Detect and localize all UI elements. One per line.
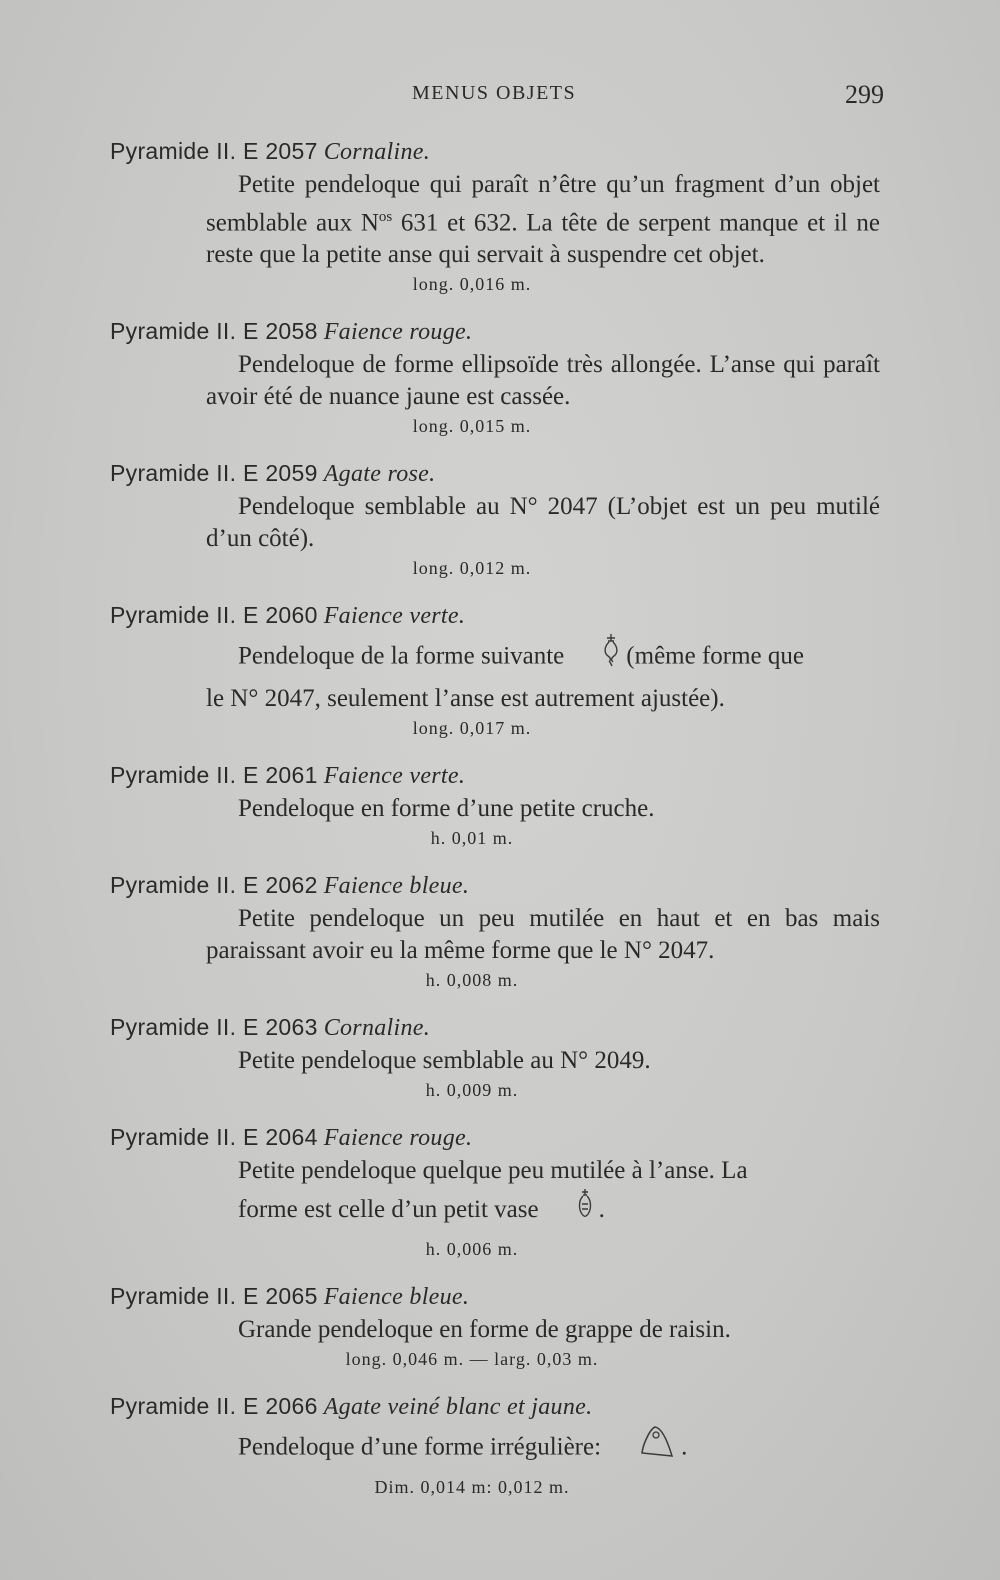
entry-material: Agate veiné blanc et jaune. <box>323 1393 593 1420</box>
catalogue-entry <box>110 456 880 581</box>
catalogue-entry <box>110 1389 880 1500</box>
description-line <box>206 1187 880 1235</box>
page-number: 299 <box>845 80 884 109</box>
entry-measurement: long. 0,015 m. <box>412 416 532 437</box>
entry-description <box>206 793 880 825</box>
entry-description <box>206 1424 880 1474</box>
catalogue-entry <box>110 1279 880 1372</box>
description-text: Pendeloque semblable au N° 2047 (L’objet est un peu <box>238 493 807 521</box>
entry-material: Faience bleue. <box>323 1283 470 1310</box>
catalogue-entry <box>110 758 880 851</box>
entry-description <box>206 349 880 413</box>
description-text: Petite pendeloque semblable au N° 2049. <box>238 1047 651 1075</box>
entry-reference: Pyramide II. E 2064 <box>110 1124 318 1151</box>
entry-description <box>206 1314 880 1346</box>
description-text: Petite pendeloque un peu mutilée en haut et en bas <box>238 905 819 933</box>
description-text: . <box>598 1196 605 1224</box>
entry-measurement: h. 0,006 m. <box>425 1238 519 1259</box>
irregular-pendant-icon <box>607 1424 675 1474</box>
entry-reference: Pyramide II. E 2066 <box>110 1392 318 1419</box>
entry-material: Cornaline. <box>323 139 431 165</box>
description-text: Petite pendeloque quelque peu mutilée à l’anse. La <box>238 1157 748 1185</box>
description-text: le N° 2047, seulement l’anse est autrement ajustée). <box>206 685 725 713</box>
entry-description <box>206 633 880 715</box>
entry-material: Cornaline. <box>323 1015 431 1042</box>
description-text: objet semblable aux N <box>206 171 881 237</box>
description-text: Pendeloque d’une forme irrégulière: <box>238 1433 602 1461</box>
entry-reference: Pyramide II. E 2065 <box>110 1282 318 1309</box>
entry-measurement: long. 0,046 m. — larg. 0,03 m. <box>345 1348 599 1369</box>
entry-heading <box>110 1120 880 1155</box>
entry-heading <box>110 758 880 793</box>
description-line <box>206 633 880 683</box>
entry-measurement: Dim. 0,014 m: 0,012 m. <box>374 1476 570 1497</box>
entry-measurement: h. 0,009 m. <box>425 1080 519 1101</box>
description-text: manque et il ne reste que la petite anse qui servait à <box>206 209 880 269</box>
description-text: qui paraît avoir été de nuance jaune est cassée. <box>206 351 880 411</box>
entry-reference: Pyramide II. E 2058 <box>110 318 318 345</box>
entry-measurement: h. 0,008 m. <box>425 970 519 991</box>
entry-heading <box>110 1010 880 1045</box>
description-text: Grande pendeloque en forme de grappe de raisin. <box>238 1315 731 1343</box>
entry-measurement: long. 0,012 m. <box>412 558 532 579</box>
description-text: forme est celle d’un petit vase <box>238 1196 539 1224</box>
entry-heading <box>110 1279 880 1314</box>
small-vase-icon <box>545 1188 593 1236</box>
catalogue-entries <box>110 134 880 1517</box>
entry-reference: Pyramide II. E 2063 <box>110 1014 318 1041</box>
entry-description <box>206 1155 880 1235</box>
entry-measurement: long. 0,017 m. <box>412 718 532 739</box>
catalogue-entry <box>110 598 880 741</box>
catalogue-entry <box>110 868 880 993</box>
description-line <box>206 1424 880 1474</box>
entry-material: Faience bleue. <box>323 873 470 900</box>
entry-measurement: h. 0,01 m. <box>430 828 514 849</box>
description-text: (même forme que <box>626 643 804 671</box>
catalogue-entry <box>110 1010 880 1103</box>
entry-heading <box>110 456 880 491</box>
catalogue-entry <box>110 314 880 439</box>
entry-description <box>206 903 880 967</box>
entry-material: Agate rose. <box>323 461 436 488</box>
entry-heading <box>110 314 880 349</box>
entry-heading <box>110 598 880 633</box>
entry-reference: Pyramide II. E 2062 <box>110 872 318 899</box>
entry-heading <box>110 1389 880 1424</box>
catalogue-entry <box>110 134 880 297</box>
description-text: Petite pendeloque qui paraît n’être qu’un fragment d’un <box>238 171 821 198</box>
entry-reference: Pyramide II. E 2061 <box>110 762 318 789</box>
entry-description <box>206 491 880 555</box>
page-header <box>0 78 1000 112</box>
entry-reference: Pyramide II. E 2059 <box>110 460 318 487</box>
entry-material: Faience rouge. <box>323 1125 473 1152</box>
entry-material: Faience verte. <box>323 763 466 790</box>
entry-heading <box>110 868 880 903</box>
entry-heading <box>110 134 880 169</box>
description-superscript: os <box>378 209 393 225</box>
entry-reference: Pyramide II. E 2060 <box>110 602 318 629</box>
description-text: mutilé d’un côté). <box>206 493 880 553</box>
entry-description <box>206 1045 880 1077</box>
description-text: Pendeloque de forme ellipsoïde très allongée. L’anse <box>238 351 776 379</box>
description-text: Pendeloque de la forme suivante <box>238 643 565 671</box>
description-text: . <box>681 1433 688 1461</box>
description-text: Pendeloque en forme d’une petite cruche. <box>238 795 655 823</box>
pendant-shape-icon <box>570 633 620 683</box>
entry-measurement: long. 0,016 m. <box>412 274 532 295</box>
entry-material: Faience rouge. <box>323 319 473 346</box>
running-head: MENUS OBJETS <box>412 82 577 104</box>
catalogue-entry <box>110 1120 880 1261</box>
entry-material: Faience verte. <box>323 603 466 630</box>
entry-description <box>206 169 880 271</box>
description-text: mais paraissant avoir eu la même forme que le N° 2047. <box>206 905 881 965</box>
description-text: 631 et 632. La tête de serpent <box>392 209 711 237</box>
description-text: suspendre cet objet. <box>566 241 765 269</box>
entry-reference: Pyramide II. E 2057 <box>110 138 318 164</box>
